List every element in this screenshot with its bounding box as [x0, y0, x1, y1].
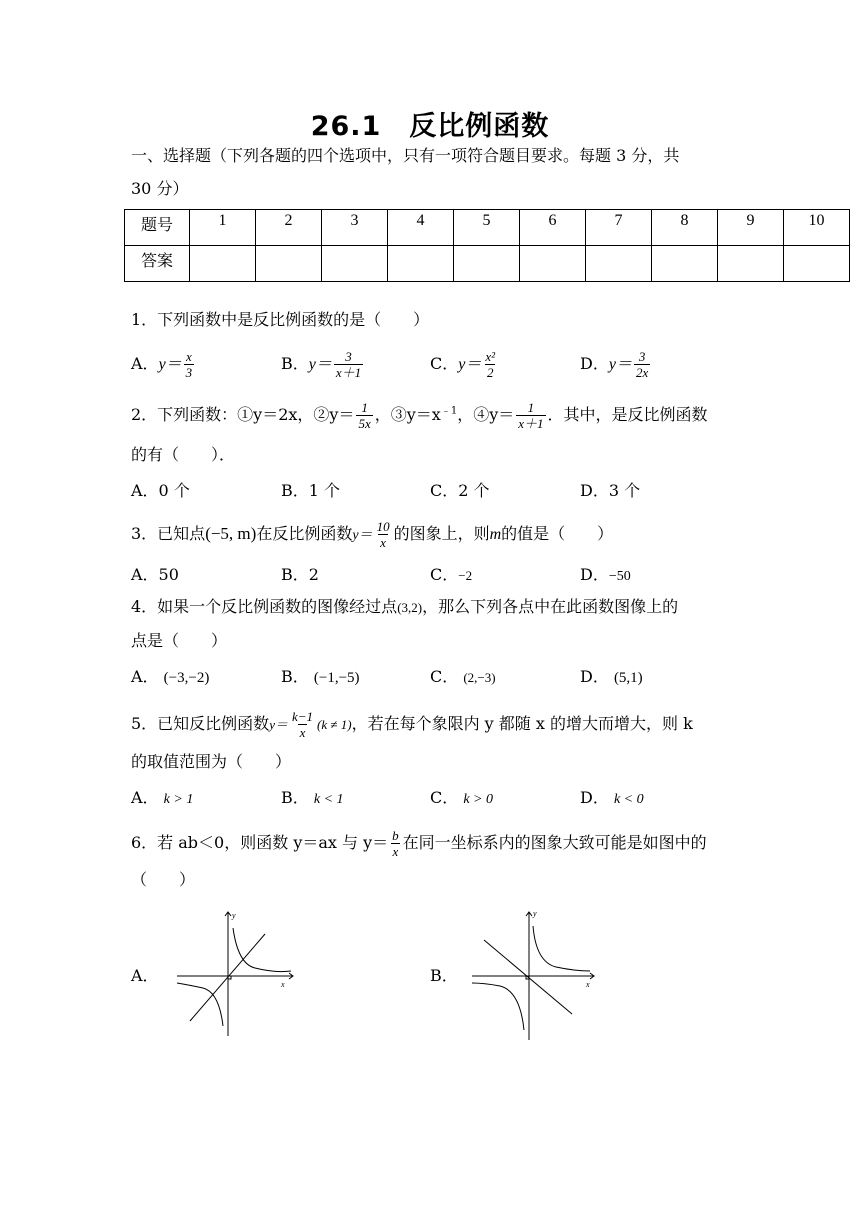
q4-option-d: D． (5,1) [580, 667, 643, 686]
answer-cell[interactable] [586, 246, 652, 282]
question-number: 6 [520, 210, 586, 246]
q6-stem: 6．若 ab＜0，则函数 y＝ax 与 y＝ $\frac{b}{x}$ 在同一坐标系内的图象大致可能是如图中的 [131, 828, 707, 859]
answer-cell[interactable] [718, 246, 784, 282]
section-heading: 一、选择题（下列各题的四个选项中，只有一项符合题目要求。每题 3 分，共 [131, 146, 680, 165]
answer-cell[interactable] [388, 246, 454, 282]
q1-stem: 1．下列函数中是反比例函数的是（ ） [131, 310, 430, 329]
answer-cell[interactable] [454, 246, 520, 282]
q5-stem-cont: 的取值范围为（ ） [131, 752, 292, 771]
hyperbola-q3 [177, 983, 223, 1026]
q1-option-b: B．y＝ $\frac{3}{x+1}$ [281, 349, 362, 380]
q4-option-a: A． (−3,−2) [131, 667, 210, 686]
q1-option-d: D．y＝ $\frac{3}{2x}$ [580, 349, 649, 380]
axis-y-label: y [533, 909, 537, 918]
question-number: 1 [190, 210, 256, 246]
answer-table-header: 题号 [125, 210, 190, 246]
q5-stem: 5．已知反比例函数y＝ $\frac{k-1}{x}$ (k ≠ 1)，若在每个象限内 y 都随 x 的增大而增大，则 k [131, 709, 693, 740]
q2-stem: 2．下列函数：①y＝2x，②y＝ $\frac{1}{5x}$ ，$③y=x^{﹣1}$，④y＝ $\frac{1}{x+1}$ ．其中，是反比例函数 [131, 400, 708, 431]
question-number: 3 [322, 210, 388, 246]
q3-stem: 3．已知点(−5, m)在反比例函数y＝ $\frac{10}{x}$ 的图象上，则m的值是（ ） [131, 519, 614, 550]
axis-x-label: x [586, 980, 590, 989]
q2-option-d: D．3 个 [580, 481, 641, 500]
q1-option-a: A．y＝ $\frac{x}{3}$ [131, 349, 193, 380]
q3-option-a: A．50 [131, 565, 179, 584]
question-number: 8 [652, 210, 718, 246]
q4-stem-cont: 点是（ ） [131, 631, 228, 650]
question-number: 2 [256, 210, 322, 246]
q2-stem-cont: 的有（ ）． [131, 445, 236, 464]
q5-option-b: B． k < 1 [281, 788, 344, 807]
q4-stem: 4．如果一个反比例函数的图像经过点(3,2)，那么下列各点中在此函数图像上的 [131, 597, 679, 616]
axis-x-label: x [281, 980, 285, 989]
answer-row-header: 答案 [125, 246, 190, 282]
question-number: 9 [718, 210, 784, 246]
hyperbola-q1 [533, 926, 590, 971]
line-y-ax [484, 940, 572, 1014]
question-number: 10 [784, 210, 850, 246]
question-number: 5 [454, 210, 520, 246]
hyperbola-q3 [472, 983, 524, 1030]
q2-option-c: C．2 个 [430, 481, 490, 500]
q5-option-a: A． k > 1 [131, 788, 194, 807]
q6-stem-cont: （ ） [131, 870, 196, 889]
q5-option-c: C． k > 0 [430, 788, 494, 807]
page-title: 26.1 反比例函数 [310, 111, 550, 142]
section-heading-cont: 30 分） [131, 179, 189, 198]
q6-graph-a [175, 906, 300, 1041]
question-number: 7 [586, 210, 652, 246]
q3-option-c: C．−2 [430, 565, 473, 584]
q5-option-d: D． k < 0 [580, 788, 644, 807]
answer-cell[interactable] [652, 246, 718, 282]
q4-option-b: B． (−1,−5) [281, 667, 360, 686]
q3-option-b: B．2 [281, 565, 319, 584]
answer-cell[interactable] [322, 246, 388, 282]
answer-cell[interactable] [784, 246, 850, 282]
question-number: 4 [388, 210, 454, 246]
q6-option-b-label: B． [430, 966, 458, 985]
q6-graph-b [470, 906, 600, 1046]
q2-option-b: B．1 个 [281, 481, 341, 500]
q2-option-a: A．0 个 [131, 481, 190, 500]
axis-y-label: y [232, 911, 236, 920]
q4-option-c: C． (2,−3) [430, 667, 496, 686]
answer-cell[interactable] [520, 246, 586, 282]
hyperbola-q1 [233, 928, 291, 972]
answer-table [124, 209, 850, 282]
q6-option-a-label: A． [131, 966, 159, 985]
q1-option-c: C．y＝ $\frac{\text{x²}}{2}$ [430, 349, 496, 380]
q3-option-d: D．−50 [580, 565, 631, 584]
answer-cell[interactable] [256, 246, 322, 282]
axes [472, 912, 594, 1040]
axes [177, 912, 293, 1036]
answer-cell[interactable] [190, 246, 256, 282]
